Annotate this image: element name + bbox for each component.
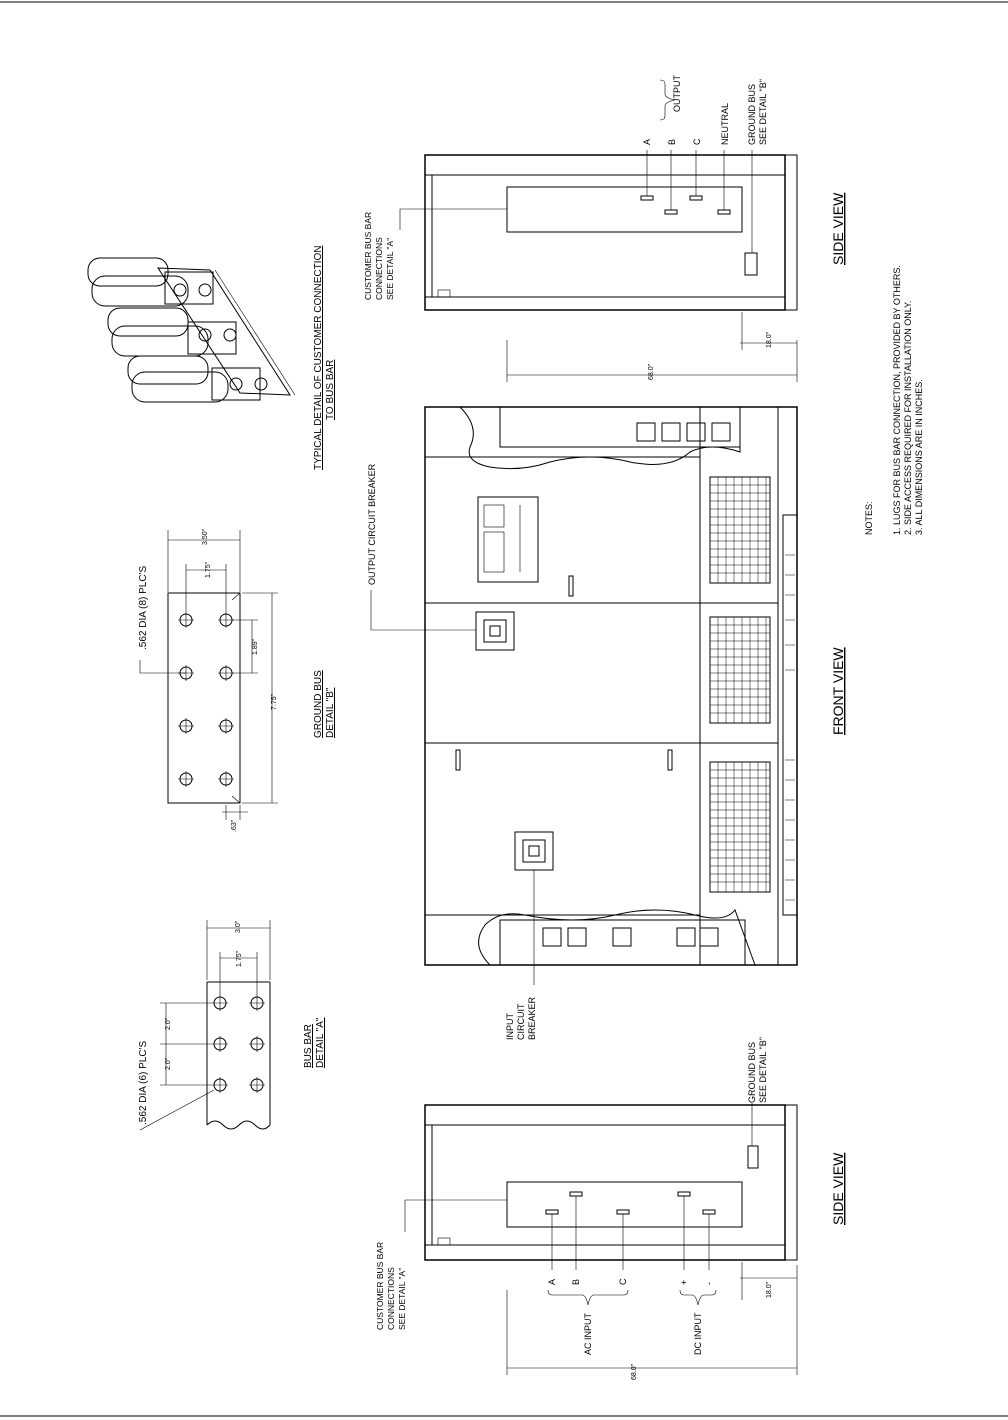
dim-18-right: 18.0" — [766, 331, 773, 348]
dc-plus: + — [679, 1279, 689, 1285]
dim-68-right: 68.0" — [648, 363, 655, 380]
front-view-title: FRONT VIEW — [830, 647, 846, 735]
output-phase-a: A — [642, 138, 652, 145]
terminal-blocks-bottom — [543, 928, 718, 946]
cbb-right-3: SEE DETAIL "A" — [385, 237, 395, 300]
typical-detail-title-1: TYPICAL DETAIL OF CUSTOMER CONNECTION — [313, 245, 324, 470]
bus-holes-note: .562 DIA (6) PLC'S — [138, 1040, 149, 1125]
note-2: 2. SIDE ACCESS REQUIRED FOR INSTALLATION ONLY. — [903, 300, 913, 535]
dim-bb-175: 1.75" — [236, 950, 243, 967]
dim-bb-20a: 2.0" — [165, 1017, 172, 1030]
ground-bus-label-1: GROUND BUS — [747, 83, 757, 145]
lug-group-2 — [108, 308, 236, 356]
notes-title: NOTES: — [864, 501, 874, 535]
side-view-title-left: SIDE VIEW — [830, 1152, 846, 1225]
dim-bb-30: 3.0" — [235, 920, 242, 933]
ground-bus-holes — [178, 612, 234, 787]
ground-bus-label-2: SEE DETAIL "B" — [758, 79, 768, 145]
note-3: 3. ALL DIMENSIONS ARE IN INCHES. — [914, 379, 924, 535]
input-cb-label-3: BREAKER — [527, 996, 537, 1040]
front-view — [367, 407, 846, 1040]
dim-gb-189: 1.89" — [252, 638, 259, 655]
output-circuit-breaker — [476, 612, 514, 650]
output-phase-b: B — [667, 138, 677, 145]
dc-minus: - — [704, 1282, 714, 1285]
bus-bar-holes — [212, 995, 265, 1093]
input-circuit-breaker — [515, 832, 553, 870]
dim-68-left: 68.0" — [631, 1363, 638, 1380]
cbb-right-1: CUSTOMER BUS BAR — [363, 211, 373, 300]
dim-bb-20b: 2.0" — [165, 1057, 172, 1070]
bus-bar-title-1: BUS BAR — [303, 1024, 314, 1068]
dim-18-left: 18.0" — [766, 1281, 773, 1298]
cbb-left-1: CUSTOMER BUS BAR — [375, 1241, 385, 1330]
vent-grille-3 — [710, 762, 770, 892]
side-view-output — [363, 75, 846, 383]
note-1: 1. LUGS FOR BUS BAR CONNECTION, PROVIDED BY OTHERS. — [892, 265, 902, 535]
typical-connection-detail — [88, 246, 336, 470]
ground-bus-title-2: DETAIL "B" — [325, 687, 336, 738]
side-view-input — [375, 1037, 846, 1380]
vent-grille-2 — [710, 617, 770, 723]
vent-grille-1 — [710, 477, 770, 583]
input-phase-a: A — [547, 1278, 557, 1285]
output-label: OUTPUT — [672, 75, 682, 112]
input-cb-label-2: CIRCUIT — [516, 1003, 526, 1040]
dc-input-label: DC INPUT — [693, 1312, 703, 1355]
bus-bar-title-2: DETAIL "A" — [315, 1017, 326, 1068]
notes — [864, 265, 924, 535]
lug-group-3 — [128, 356, 267, 402]
input-cb-label-1: INPUT — [505, 1013, 515, 1040]
ground-holes-note: .562 DIA (8) PLC'S — [138, 565, 149, 650]
cbb-left-2: CONNECTIONS — [386, 1267, 396, 1330]
dim-gb-775: 7.75" — [271, 693, 278, 710]
neutral-label: NEUTRAL — [720, 102, 730, 145]
cbb-right-2: CONNECTIONS — [374, 237, 384, 300]
bus-bar-detail — [138, 920, 326, 1130]
terminal-blocks-top — [637, 423, 730, 441]
input-phase-b: B — [571, 1278, 581, 1285]
ground-bus-detail — [138, 528, 336, 832]
ground-bus-left-2: SEE DETAIL "B" — [758, 1037, 768, 1103]
dim-gb-175: 1.75" — [205, 561, 212, 578]
dim-gb-63: .63" — [231, 819, 238, 832]
input-phase-c: C — [618, 1278, 628, 1285]
cbb-left-3: SEE DETAIL "A" — [397, 1267, 407, 1330]
lug-group-1 — [88, 258, 213, 306]
ground-bus-title-1: GROUND BUS — [313, 670, 324, 738]
side-view-title-right: SIDE VIEW — [830, 192, 846, 265]
typical-detail-title-2: TO BUS BAR — [325, 359, 336, 420]
ac-input-label: AC INPUT — [583, 1312, 593, 1355]
control-display-panel — [478, 497, 538, 582]
ground-bus-left-1: GROUND BUS — [747, 1041, 757, 1103]
output-cb-label: OUTPUT CIRCUIT BREAKER — [367, 463, 377, 585]
output-phase-c: C — [692, 138, 702, 145]
dim-gb-350: 3.50" — [202, 528, 209, 545]
